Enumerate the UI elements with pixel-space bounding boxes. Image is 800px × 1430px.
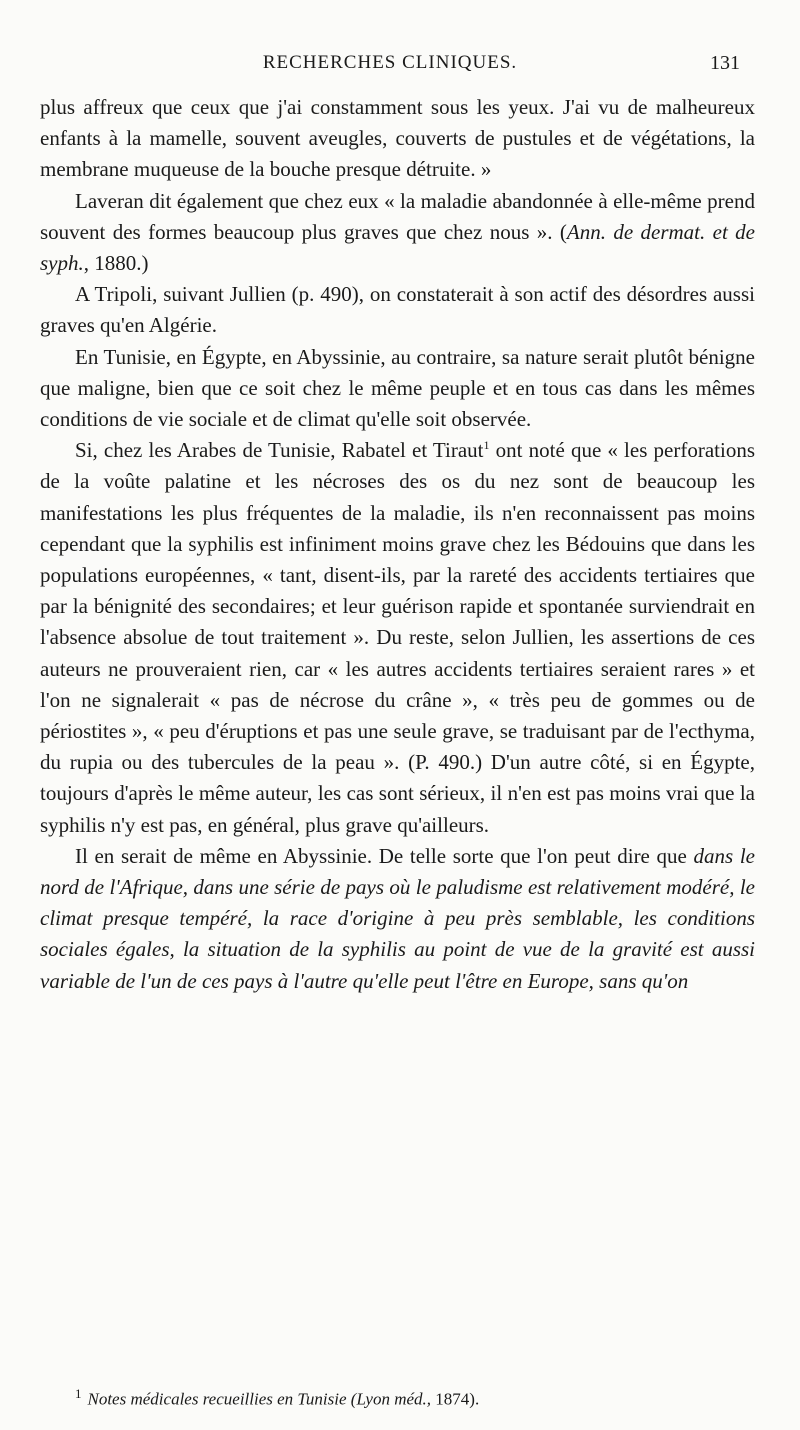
page-number: 131 [710, 52, 740, 74]
paragraph-text: , 1880.) [83, 251, 149, 276]
page-header [40, 52, 740, 82]
paragraph-text: En Tunisie, en Égypte, en Abyssinie, au contraire, sa nature serait plutôt bénigne que maligne, bien que ce soit chez le même peuple et en tous cas dans les mêmes conditions de vie sociale et de climat qu'elle soit observée. [40, 344, 755, 432]
emphasized-text: dans le nord de l'Afrique, dans une série de pays où le paludisme est relativement modéré, le climat presque tempéré, la race d'origine à peu près semblable, les conditions sociales égales, la situation de la syphilis au point de vue de la gravité est aussi variable de l'un de ces pays à l'autre qu'elle peut l'être en Europe, sans qu'on [40, 843, 755, 993]
paragraph-tripoli [40, 279, 755, 341]
paragraph-text: Il en serait de même en Abyssinie. De telle sorte que l'on peut dire que [75, 843, 694, 868]
paragraph-text: A Tripoli, suivant Jullien (p. 490), on constaterait à son actif des désordres aussi graves qu'en Algérie. [40, 282, 755, 338]
paragraph-text: Si, chez les Arabes de Tunisie, Rabatel et Tiraut [75, 438, 484, 463]
running-title: RECHERCHES CLINIQUES. [262, 52, 518, 73]
body-text [40, 92, 755, 997]
footnote-title: Notes médicales recueillies en Tunisie (Lyon méd., [87, 1389, 432, 1409]
paragraph-text: plus affreux que ceux que j'ai constamment sous les yeux. J'ai vu de malheureux enfants à la mamelle, souvent aveugles, couverts de pustules et de végétations, la membrane muqueuse de la bouche presque détruite. » [40, 95, 755, 182]
paragraph-rabatel [40, 435, 755, 841]
paragraph-laveran [40, 186, 755, 280]
paragraph-tunisie [40, 342, 755, 436]
paragraph-text: ont noté que « les perforations de la voûte palatine et les nécroses des os du nez sont de beaucoup les manifestations les plus fréquentes de la maladie, ils n'en reconnaissent pas moins cependant que la syphilis est infiniment moins grave chez les Bédouins que dans les populations européennes, « tant, disent-ils, par la rareté des accidents tertiaires que par la bénignité des secondaires; et leur guérison rapide et spontanée surviendrait en l'absence absolue de tout traitement ». Du reste, selon Jullien, les assertions de ces auteurs ne prouveraient rien, car « les autres accidents tertiaires seraient rares » et l'on ne signalerait « pas de nécrose du crâne », « très peu de gommes ou de périostites », « peu d'éruptions et pas une seule grave, se traduisant par de l'ecthyma, du rupia ou des tubercules de la peau ». (P. 490.) D'un autre côté, si en Égypte, toujours d'après le même auteur, les cas sont sérieux, il n'en est pas moins vrai que la syphilis n'y est pas, en général, plus grave qu'ailleurs. [40, 438, 755, 837]
footnote-year: 1874). [431, 1389, 480, 1409]
paragraph-abyssinie [40, 841, 755, 997]
citation-title: Ann. de dermat. et de syph. [40, 219, 755, 276]
paragraph-continuation [40, 92, 755, 186]
footnote-reference: 1 [483, 438, 490, 453]
footnote [40, 1383, 755, 1411]
footnote-marker: 1 [75, 1386, 82, 1401]
paragraph-text: Laveran dit également que chez eux « la maladie abandonnée à elle-même prend souvent des formes beaucoup plus graves que chez nous ». ( [40, 188, 755, 244]
